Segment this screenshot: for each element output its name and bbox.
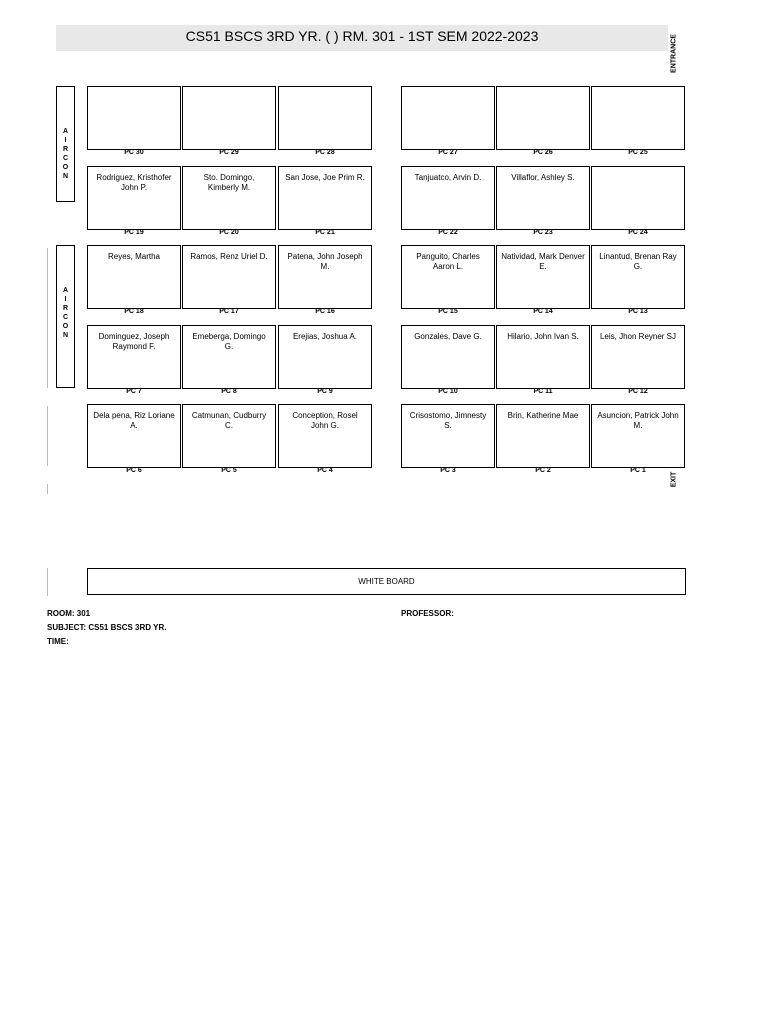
student-name: Patena, John Joseph M.	[287, 252, 363, 271]
pc-station	[401, 166, 495, 230]
pc-station	[182, 166, 276, 230]
pc-station	[496, 245, 590, 309]
pc-label: PC 8	[221, 388, 237, 395]
pc-label: PC 11	[533, 388, 553, 395]
exit-label: EXIT	[670, 471, 678, 488]
student-name: Dominguez, Joseph Raymond F.	[98, 332, 170, 351]
pc-station	[591, 166, 685, 230]
pc-label: PC 3	[440, 467, 456, 474]
pc-label: PC 24	[628, 229, 648, 236]
room-info: ROOM: 301	[47, 609, 91, 618]
pc-station	[591, 404, 685, 468]
student-name: Erejias, Joshua A.	[292, 332, 358, 341]
time-info: TIME:	[47, 637, 69, 646]
student-name: Rodriguez, Kristhofer John P.	[96, 173, 172, 192]
pc-station	[278, 166, 372, 230]
student-name: Linantud, Brenan Ray G.	[599, 252, 677, 271]
pc-station	[87, 166, 181, 230]
student-name: Villaflor, Ashley S.	[511, 173, 575, 182]
pc-label: PC 14	[533, 308, 553, 315]
wall-line	[47, 568, 48, 596]
pc-label: PC 30	[124, 149, 144, 156]
pc-label: PC 28	[315, 149, 335, 156]
white-board: WHITE BOARD	[87, 568, 686, 595]
pc-station	[182, 404, 276, 468]
pc-station	[87, 245, 181, 309]
pc-station	[182, 325, 276, 389]
student-name: Catmunan, Cudburry C.	[191, 411, 267, 430]
pc-station	[496, 86, 590, 150]
pc-station	[401, 404, 495, 468]
professor-info: PROFESSOR:	[401, 609, 454, 618]
pc-label: PC 26	[533, 149, 553, 156]
pc-station	[87, 86, 181, 150]
page-title: CS51 BSCS 3RD YR. ( ) RM. 301 - 1ST SEM 2022-2023	[56, 25, 668, 51]
pc-label: PC 6	[126, 467, 142, 474]
pc-station	[401, 245, 495, 309]
aircon-unit-top	[56, 86, 75, 202]
pc-label: PC 17	[219, 308, 239, 315]
pc-station	[401, 325, 495, 389]
pc-label: PC 1	[630, 467, 646, 474]
pc-label: PC 2	[535, 467, 551, 474]
pc-label: PC 10	[438, 388, 458, 395]
pc-label: PC 18	[124, 308, 144, 315]
pc-station	[182, 245, 276, 309]
student-name: Panguito, Charles Aaron L.	[416, 252, 480, 271]
pc-station	[87, 404, 181, 468]
pc-station	[278, 404, 372, 468]
student-name: Emeberga, Domingo G.	[192, 332, 266, 351]
pc-station	[182, 86, 276, 150]
pc-label: PC 15	[438, 308, 458, 315]
pc-station	[278, 325, 372, 389]
pc-label: PC 12	[628, 388, 648, 395]
student-name: Conception, Rosel John G.	[292, 411, 358, 430]
aircon-label-bottom: A I R C O N	[62, 287, 69, 339]
student-name: Dela pena, Riz Loriane A.	[93, 411, 175, 430]
pc-station	[401, 86, 495, 150]
student-name: Hilario, John Ivan S.	[507, 332, 579, 341]
pc-label: PC 4	[317, 467, 333, 474]
pc-label: PC 22	[438, 229, 458, 236]
student-name: Crisostomo, Jimnesty S.	[409, 411, 487, 430]
aircon-unit-bottom	[56, 245, 75, 388]
pc-station	[496, 325, 590, 389]
pc-station	[278, 245, 372, 309]
entrance-label: ENTRANCE	[670, 34, 678, 73]
student-name: Brin, Katherine Mae	[507, 411, 579, 420]
subject-info: SUBJECT: CS51 BSCS 3RD YR.	[47, 623, 167, 632]
pc-label: PC 25	[628, 149, 648, 156]
aircon-label-top: A I R C O N	[62, 128, 69, 180]
pc-label: PC 16	[315, 308, 335, 315]
pc-label: PC 20	[219, 229, 239, 236]
pc-label: PC 21	[315, 229, 335, 236]
student-name: Reyes, Martha	[107, 252, 161, 261]
pc-label: PC 23	[533, 229, 553, 236]
wall-line	[47, 248, 48, 388]
student-name: Gonzales, Dave G.	[414, 332, 482, 341]
pc-label: PC 27	[438, 149, 458, 156]
pc-station	[496, 404, 590, 468]
student-name: Natividad, Mark Denver E.	[501, 252, 585, 271]
pc-station	[591, 86, 685, 150]
pc-label: PC 29	[219, 149, 239, 156]
pc-label: PC 19	[124, 229, 144, 236]
student-name: Leis, Jhon Reyner SJ	[599, 332, 677, 341]
wall-line	[47, 406, 48, 466]
student-name: Asuncion, Patrick John M.	[597, 411, 679, 430]
pc-station	[87, 325, 181, 389]
student-name: Sto. Domingo, Kimberly M.	[203, 173, 255, 192]
pc-label: PC 7	[126, 388, 142, 395]
student-name: Ramos, Renz Uriel D.	[190, 252, 268, 261]
pc-station	[591, 245, 685, 309]
pc-label: PC 5	[221, 467, 237, 474]
wall-line	[47, 484, 48, 494]
pc-label: PC 13	[628, 308, 648, 315]
pc-label: PC 9	[317, 388, 333, 395]
pc-station	[496, 166, 590, 230]
student-name: Tanjuatco, Arvin D.	[414, 173, 482, 182]
pc-station	[591, 325, 685, 389]
student-name: San Jose, Joe Prim R.	[285, 173, 365, 182]
pc-station	[278, 86, 372, 150]
